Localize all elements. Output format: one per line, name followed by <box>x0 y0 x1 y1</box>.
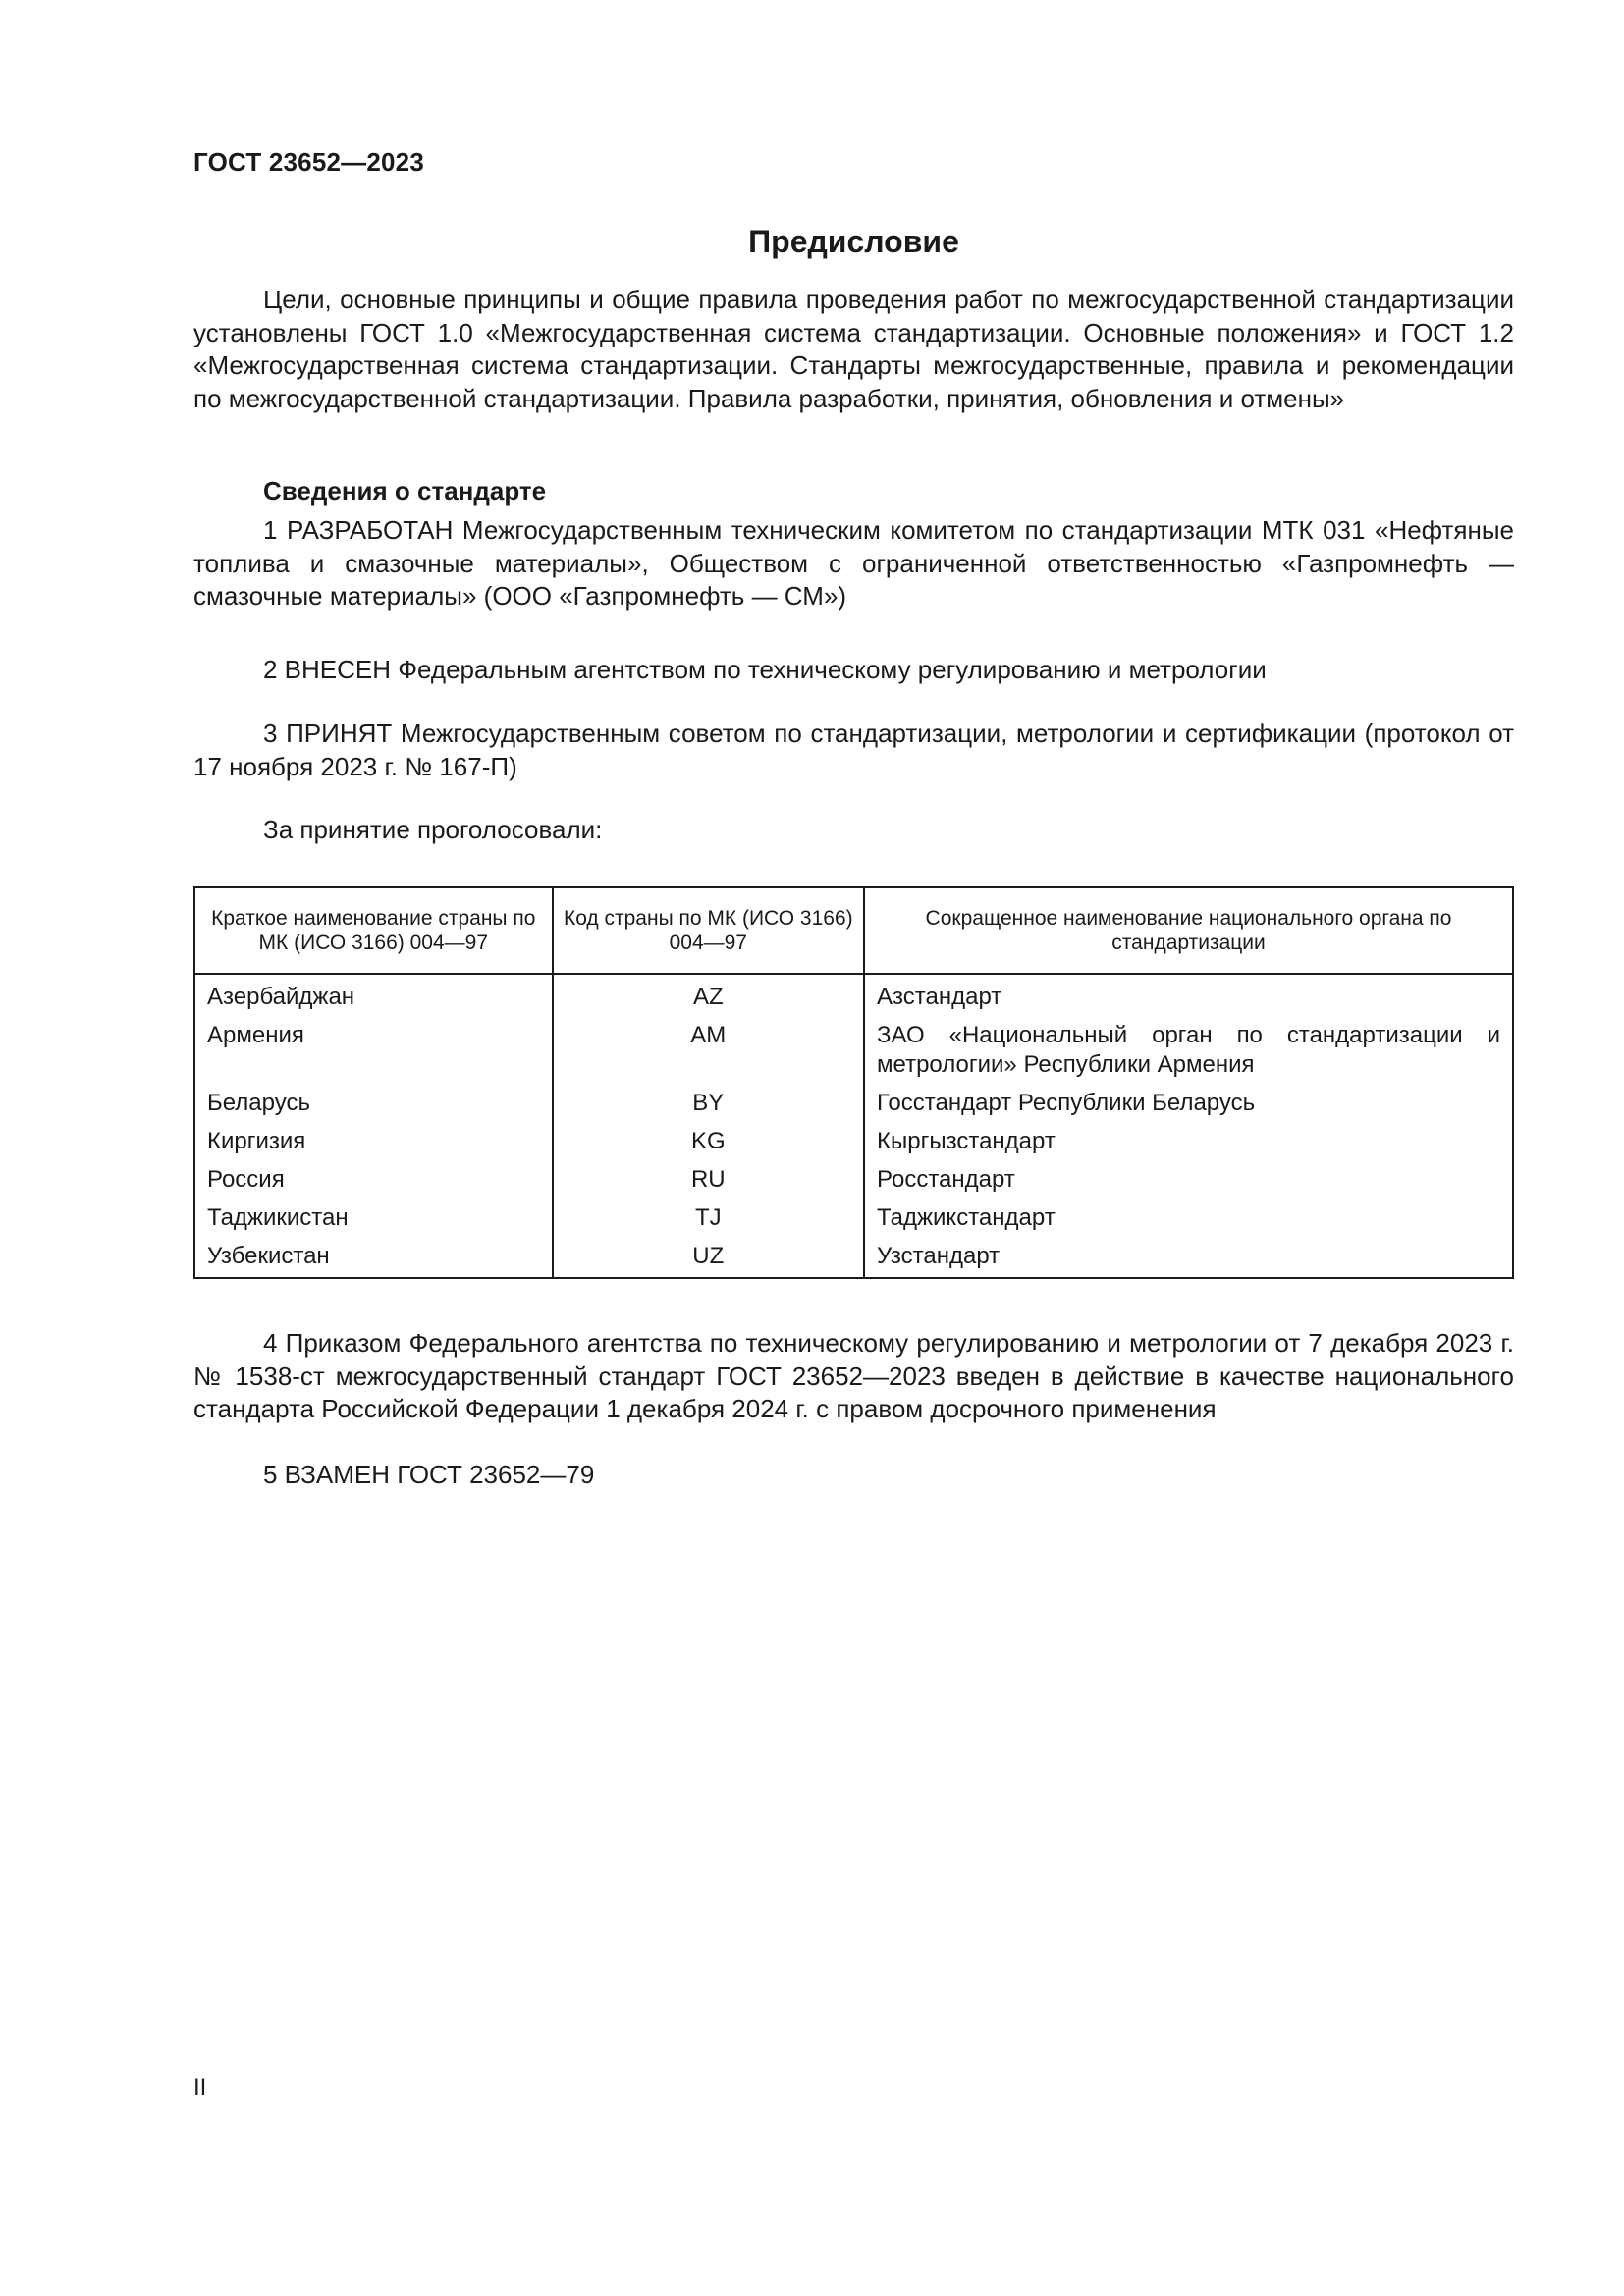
section-title: Предисловие <box>748 224 959 259</box>
table-row <box>194 1018 1513 1086</box>
item-3-paragraph: 3 ПРИНЯТ Межгосударственным советом по стандартизации, метрологии и сертификации (протокол от 17 ноября 2023 г. № 167-П) <box>193 719 1514 781</box>
country-name: Таджикистан <box>194 1201 553 1239</box>
table-row <box>194 974 1513 1018</box>
country-code: KG <box>553 1124 864 1162</box>
country-name: Киргизия <box>194 1124 553 1162</box>
item-2-paragraph: 2 ВНЕСЕН Федеральным агентством по техническому регулированию и метрологии <box>263 655 1267 684</box>
country-name: Азербайджан <box>194 974 553 1018</box>
info-heading: Сведения о стандарте <box>263 476 547 506</box>
table-header-row <box>194 887 1513 974</box>
country-name: Беларусь <box>194 1086 553 1124</box>
country-name: Россия <box>194 1162 553 1201</box>
standards-body: Кыргызстандарт <box>864 1124 1513 1162</box>
table-row <box>194 1124 1513 1162</box>
intro-paragraph: Цели, основные принципы и общие правила проведения работ по межгосударственной стандартизации установлены ГОСТ 1.0 «Межгосударственная система стандартизации. Основные положения» и ГОСТ 1.2 «Межгосударственная система стандартизации. Стандарты межгосударственные, правила и рекомендации по межгосударственной стандартизации. Правила разработки, принятия, обновления и отмены» <box>193 285 1514 413</box>
table-row <box>194 1239 1513 1278</box>
voting-states-table <box>193 886 1514 1279</box>
item-4-paragraph: 4 Приказом Федерального агентства по техническому регулированию и метрологии от 7 декабря 2023 г. № 1538-ст межгосударственный стандарт ГОСТ 23652—2023 введен в действие в качестве национального стандарта Российской Федерации 1 декабря 2024 г. с правом досрочного применения <box>193 1328 1514 1423</box>
voted-for-label: За принятие проголосовали: <box>263 815 603 844</box>
document-code: ГОСТ 23652—2023 <box>193 147 424 177</box>
table-row <box>194 1162 1513 1201</box>
country-code: AZ <box>553 974 864 1018</box>
country-name: Узбекистан <box>194 1239 553 1278</box>
country-name: Армения <box>194 1018 553 1086</box>
item-5-paragraph: 5 ВЗАМЕН ГОСТ 23652—79 <box>263 1460 595 1489</box>
country-code: TJ <box>553 1201 864 1239</box>
page-number: II <box>193 2074 207 2101</box>
country-code: UZ <box>553 1239 864 1278</box>
item-1-paragraph: 1 РАЗРАБОТАН Межгосударственным техническим комитетом по стандартизации МТК 031 «Нефтяные топлива и смазочные материалы», Обществом с ограниченной ответственностью «Газпромнефть — смазочные материалы» (ООО «Газпромнефть — СМ») <box>193 515 1514 611</box>
standards-body: Росстандарт <box>864 1162 1513 1201</box>
standards-body: Азстандарт <box>864 974 1513 1018</box>
standards-body: ЗАО «Национальный орган по стандартизации и метрологии» Республики Армения <box>864 1018 1513 1086</box>
country-code: AM <box>553 1018 864 1086</box>
table-row <box>194 1086 1513 1124</box>
header-standards-body: Сокращенное наименование национального органа по стандартизации <box>864 887 1513 974</box>
header-country-code: Код страны по МК (ИСО 3166) 004—97 <box>553 887 864 974</box>
country-code: RU <box>553 1162 864 1201</box>
standards-body: Госстандарт Республики Беларусь <box>864 1086 1513 1124</box>
table-row <box>194 1201 1513 1239</box>
country-code: BY <box>553 1086 864 1124</box>
standards-body: Таджикстандарт <box>864 1201 1513 1239</box>
header-country-name: Краткое наименование страны по МК (ИСО 3166) 004—97 <box>194 887 553 974</box>
standards-body: Узстандарт <box>864 1239 1513 1278</box>
